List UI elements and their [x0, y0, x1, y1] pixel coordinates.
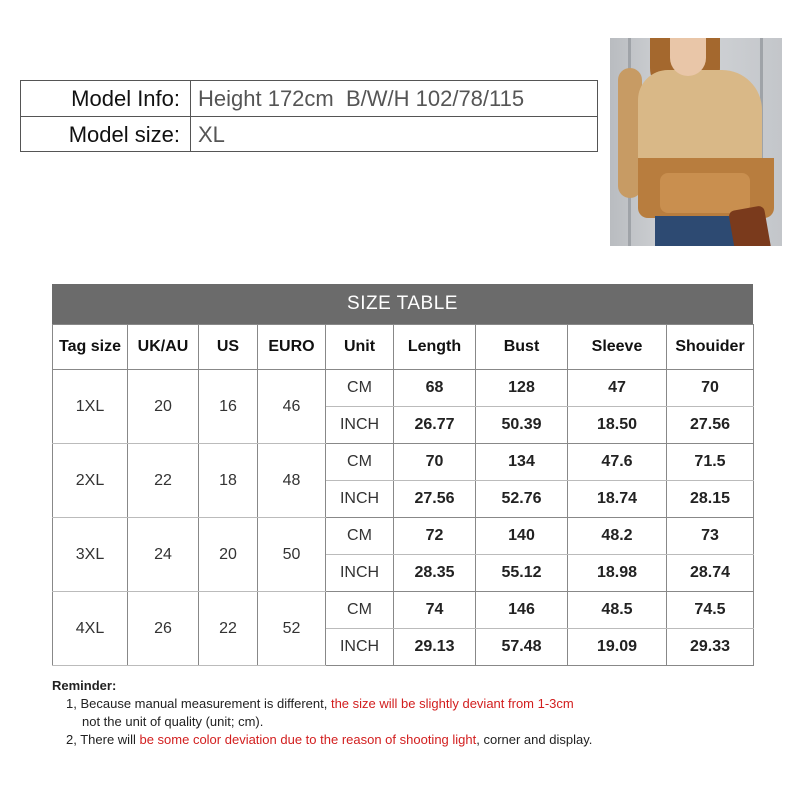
us-cell: 18 — [199, 444, 258, 518]
reminder-item-2-highlight: be some color deviation due to the reason of shooting light — [139, 732, 477, 747]
length-cell: 72 — [394, 518, 476, 555]
tag-size-cell: 4XL — [53, 592, 128, 666]
column-header: Sleeve — [568, 325, 667, 370]
model-size-row — [21, 117, 597, 152]
euro-cell: 50 — [258, 518, 326, 592]
reminder-item-1-highlight: the size will be slightly deviant from 1-3cm — [330, 696, 574, 711]
reminder-item-2-text: 2, There will — [66, 732, 140, 747]
sleeve-cell: 47.6 — [568, 444, 667, 481]
uk-au-cell: 24 — [128, 518, 199, 592]
length-cell: 26.77 — [394, 407, 476, 444]
table-row — [53, 518, 754, 555]
unit-cell: CM — [326, 518, 394, 555]
size-table-title: SIZE TABLE — [52, 284, 753, 324]
column-header: Unit — [326, 325, 394, 370]
uk-au-cell: 26 — [128, 592, 199, 666]
reminder-item-2-suffix: , corner and display. — [476, 732, 593, 747]
model-size-label: Model size: — [21, 117, 191, 152]
sleeve-cell: 48.5 — [568, 592, 667, 629]
length-cell: 68 — [394, 370, 476, 407]
reminder-item-1-cont: not the unit of quality (unit; cm). — [82, 714, 264, 729]
length-cell: 70 — [394, 444, 476, 481]
tag-size-cell: 2XL — [53, 444, 128, 518]
us-cell: 22 — [199, 592, 258, 666]
length-cell: 29.13 — [394, 629, 476, 666]
sleeve-cell: 18.98 — [568, 555, 667, 592]
euro-cell: 46 — [258, 370, 326, 444]
shoulder-cell: 28.15 — [667, 481, 754, 518]
bust-cell: 50.39 — [476, 407, 568, 444]
tag-size-cell: 3XL — [53, 518, 128, 592]
model-info-row — [21, 81, 597, 117]
column-header: EURO — [258, 325, 326, 370]
reminder-item-1 — [52, 695, 792, 713]
length-cell: 74 — [394, 592, 476, 629]
unit-cell: INCH — [326, 555, 394, 592]
bust-cell: 146 — [476, 592, 568, 629]
column-header: Length — [394, 325, 476, 370]
size-table — [52, 324, 754, 666]
unit-cell: INCH — [326, 407, 394, 444]
bust-cell: 55.12 — [476, 555, 568, 592]
model-size-value: XL — [198, 121, 225, 147]
sleeve-cell: 47 — [568, 370, 667, 407]
table-row — [53, 444, 754, 481]
model-info-label: Model Info: — [21, 81, 191, 116]
sleeve-cell: 18.74 — [568, 481, 667, 518]
bust-cell: 134 — [476, 444, 568, 481]
length-cell: 27.56 — [394, 481, 476, 518]
us-cell: 20 — [199, 518, 258, 592]
size-table-header-row — [53, 325, 754, 370]
shoulder-cell: 71.5 — [667, 444, 754, 481]
euro-cell: 52 — [258, 592, 326, 666]
column-header: Bust — [476, 325, 568, 370]
column-header: Shouider — [667, 325, 754, 370]
unit-cell: INCH — [326, 481, 394, 518]
us-cell: 16 — [199, 370, 258, 444]
shoulder-cell: 29.33 — [667, 629, 754, 666]
sleeve-cell: 48.2 — [568, 518, 667, 555]
bust-cell: 57.48 — [476, 629, 568, 666]
reminder-item-2 — [52, 731, 792, 749]
column-header: Tag size — [53, 325, 128, 370]
shoulder-cell: 74.5 — [667, 592, 754, 629]
shoulder-cell: 27.56 — [667, 407, 754, 444]
unit-cell: CM — [326, 444, 394, 481]
euro-cell: 48 — [258, 444, 326, 518]
unit-cell: CM — [326, 370, 394, 407]
bust-cell: 52.76 — [476, 481, 568, 518]
unit-cell: INCH — [326, 629, 394, 666]
unit-cell: CM — [326, 592, 394, 629]
shoulder-cell: 70 — [667, 370, 754, 407]
reminder — [52, 677, 792, 749]
shoulder-cell: 73 — [667, 518, 754, 555]
table-row — [53, 592, 754, 629]
reminder-item-1-text: 1, Because manual measurement is different, — [66, 696, 331, 711]
length-cell: 28.35 — [394, 555, 476, 592]
sleeve-cell: 19.09 — [568, 629, 667, 666]
uk-au-cell: 22 — [128, 444, 199, 518]
model-info-table — [20, 80, 598, 152]
column-header: UK/AU — [128, 325, 199, 370]
model-photo — [610, 38, 782, 246]
bust-cell: 140 — [476, 518, 568, 555]
table-row — [53, 370, 754, 407]
tag-size-cell: 1XL — [53, 370, 128, 444]
bust-cell: 128 — [476, 370, 568, 407]
reminder-title: Reminder: — [52, 678, 117, 693]
shoulder-cell: 28.74 — [667, 555, 754, 592]
sleeve-cell: 18.50 — [568, 407, 667, 444]
column-header: US — [199, 325, 258, 370]
uk-au-cell: 20 — [128, 370, 199, 444]
model-info-value: Height 172cm B/W/H 102/78/115 — [198, 85, 525, 111]
